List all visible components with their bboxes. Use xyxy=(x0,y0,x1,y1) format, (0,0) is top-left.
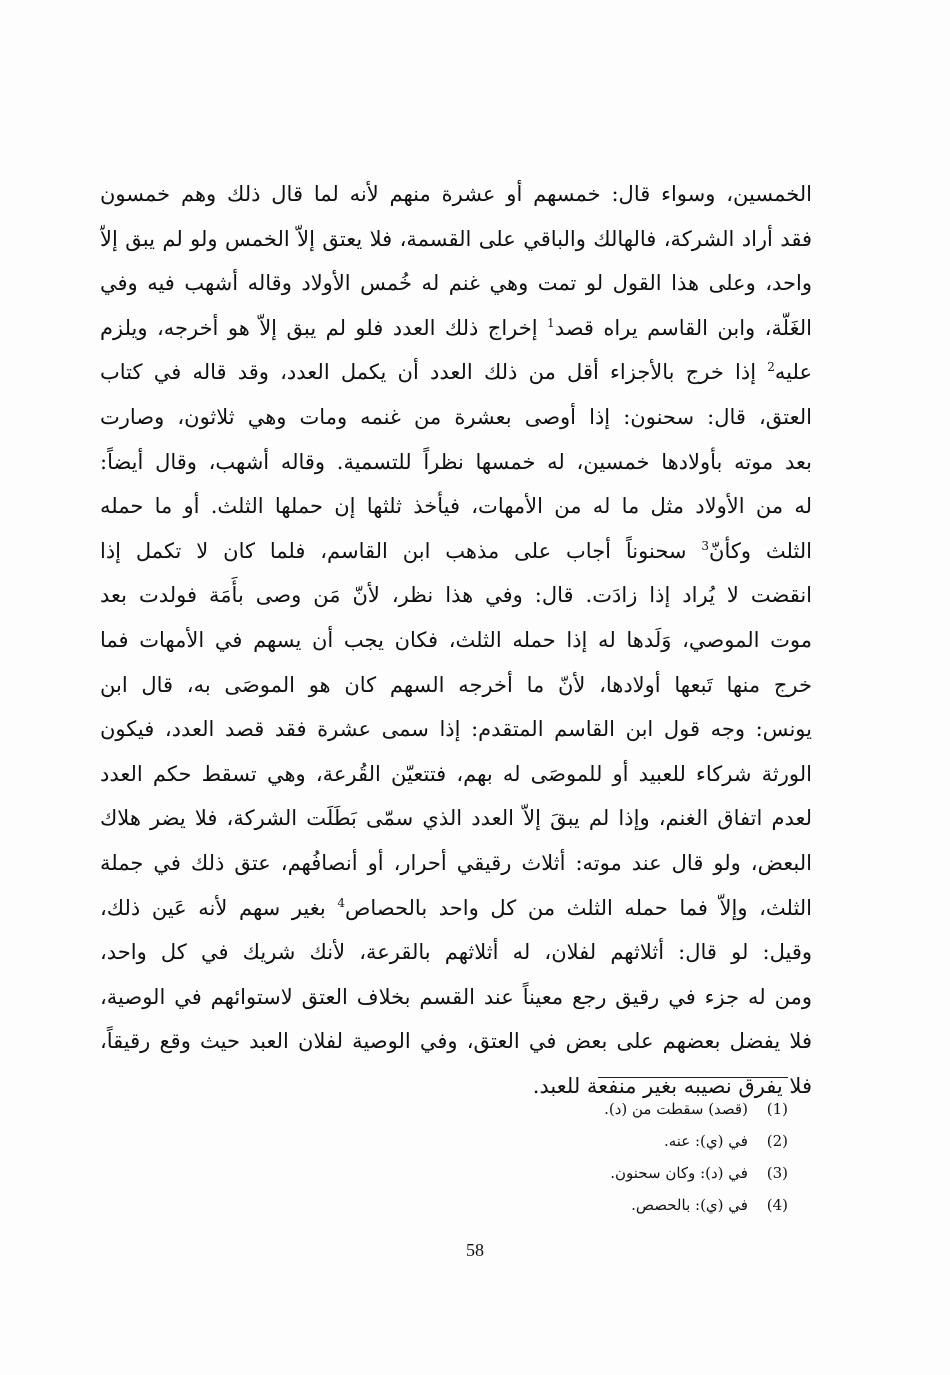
text-line xyxy=(100,350,812,395)
text-segment: سحنوناً أجاب على مذهب ابن القاسم، فلما كان لا تكمل إذا xyxy=(100,538,702,563)
footnote-number: (3) xyxy=(766,1164,788,1182)
text-segment: إخراج ذلك العدد فلو لم يبق إلاّ هو أخرجه، ويلزم xyxy=(100,315,548,340)
footnote-number: (4) xyxy=(766,1196,788,1214)
page-number: 58 xyxy=(466,1240,484,1260)
footnote-3 xyxy=(604,1157,788,1189)
footnote-marker-4: 4 xyxy=(337,895,345,910)
text-segment: بغير سهم لأنه عَين ذلك، xyxy=(100,895,338,920)
footnote-2 xyxy=(604,1125,788,1157)
footnote-separator xyxy=(598,1077,788,1078)
footnote-text: في (ي): بالحصص. xyxy=(631,1196,748,1214)
text-segment: عليه xyxy=(774,360,812,385)
text-line: له من الأولاد مثل ما له من الأمهات، فيأخذ ثلثها إن حملها الثلث. أو ما حمله xyxy=(100,494,812,519)
text-line: ومن له جزء في رقيق رجع معيناً عند القسم بخلاف العتق لاستوائهم في الوصية، xyxy=(100,984,812,1009)
text-line: البعض، ولو قال عند موته: أثلاث رقيقي أحرار، أو أنصافُهم، عتق ذلك في جملة xyxy=(100,850,812,875)
text-line: العتق، قال: سحنون: إذا أوصى بعشرة من غنمه ومات وهي ثلاثون، وصارت xyxy=(100,404,812,429)
footnote-text: في (د): وكان سحنون. xyxy=(610,1164,748,1182)
text-line: بعد موته بأولادها خمسين، له خمسها نظراً للتسمية. وقاله أشهب، وقال أيضاً: xyxy=(100,449,812,474)
text-segment: الغَلّة، وابن القاسم يراه قصد xyxy=(554,315,812,340)
text-segment: الثلث وكأنّ xyxy=(709,538,812,563)
footnote-marker-1: 1 xyxy=(547,315,555,330)
footnote-number: (2) xyxy=(766,1132,788,1150)
footnote-1 xyxy=(604,1093,788,1125)
text-line: فلا يفضل بعضهم على بعض في العتق، وفي الوصية لفلان العبد حيث وقع رقيقاً، xyxy=(100,1029,812,1054)
text-segment: إذا خرج بالأجزاء أقل من ذلك العدد أن يكمل العدد، وقد قاله في كتاب xyxy=(100,360,768,385)
footnote-4 xyxy=(604,1189,788,1221)
text-line: انقضت لا يُراد إذا زادَت. قال: وفي هذا نظر، لأنّ مَن وصى بأَمَة فولدت بعد xyxy=(100,583,812,608)
text-line: الورثة شركاء للعبيد أو للموصَى له بهم، فتتعيّن القُرعة، وهي تسقط حكم العدد xyxy=(100,761,812,786)
text-line: يونس: وجه قول ابن القاسم المتقدم: إذا سمى عشرة فقد قصد العدد، فيكون xyxy=(100,717,812,742)
text-line xyxy=(100,529,812,574)
text-line xyxy=(100,886,812,931)
text-segment: الثلث، وإلاّ فما حمله الثلث من كل واحد بالحصاص xyxy=(344,895,812,920)
footnote-text: في (ي): عنه. xyxy=(663,1132,748,1150)
footnote-marker-3: 3 xyxy=(701,538,710,553)
text-line: فلا يفرق نصيبه بغير منفعة للعبد. xyxy=(532,1073,812,1098)
text-line: واحد، وعلى هذا القول لو تمت وهي غنم له خُمس الأولاد وقاله أشهب فيه وفي xyxy=(100,271,812,296)
text-line: خرج منها تَبعها أولادها، لأنّ ما أخرجه السهم كان هو الموصَى به، قال ابن xyxy=(100,672,812,697)
text-line: وقيل: لو قال: أثلاثهم لفلان، له أثلاثهم بالقرعة، لأنك شريك في كل واحد، xyxy=(100,940,812,965)
text-line xyxy=(100,306,812,351)
footnote-text: (قصد) سقطت من (د). xyxy=(604,1100,748,1118)
text-line: فقد أراد الشركة، فالهالك والباقي على القسمة، فلا يعتق إلاّ الخمس ولو لم يبق إلاّ xyxy=(100,226,812,251)
footnote-marker-2: 2 xyxy=(767,360,775,375)
footnotes-block xyxy=(604,1093,788,1221)
footnote-number: (1) xyxy=(766,1100,788,1118)
text-line: لعدم اتفاق الغنم، وإذا لم يبقَ إلاّ العدد الذي سمّى بَطَلَت الشركة، فلا يضر هلاك xyxy=(100,806,812,831)
main-text-block xyxy=(100,172,812,1108)
text-line: الخمسين، وسواء قال: خمسهم أو عشرة منهم لأنه لما قال ذلك وهم خمسون xyxy=(100,182,812,206)
text-line: موت الموصي، وَلَدها له إذا حمله الثلث، فكان يجب أن يسهم في الأمهات فما xyxy=(100,627,812,652)
